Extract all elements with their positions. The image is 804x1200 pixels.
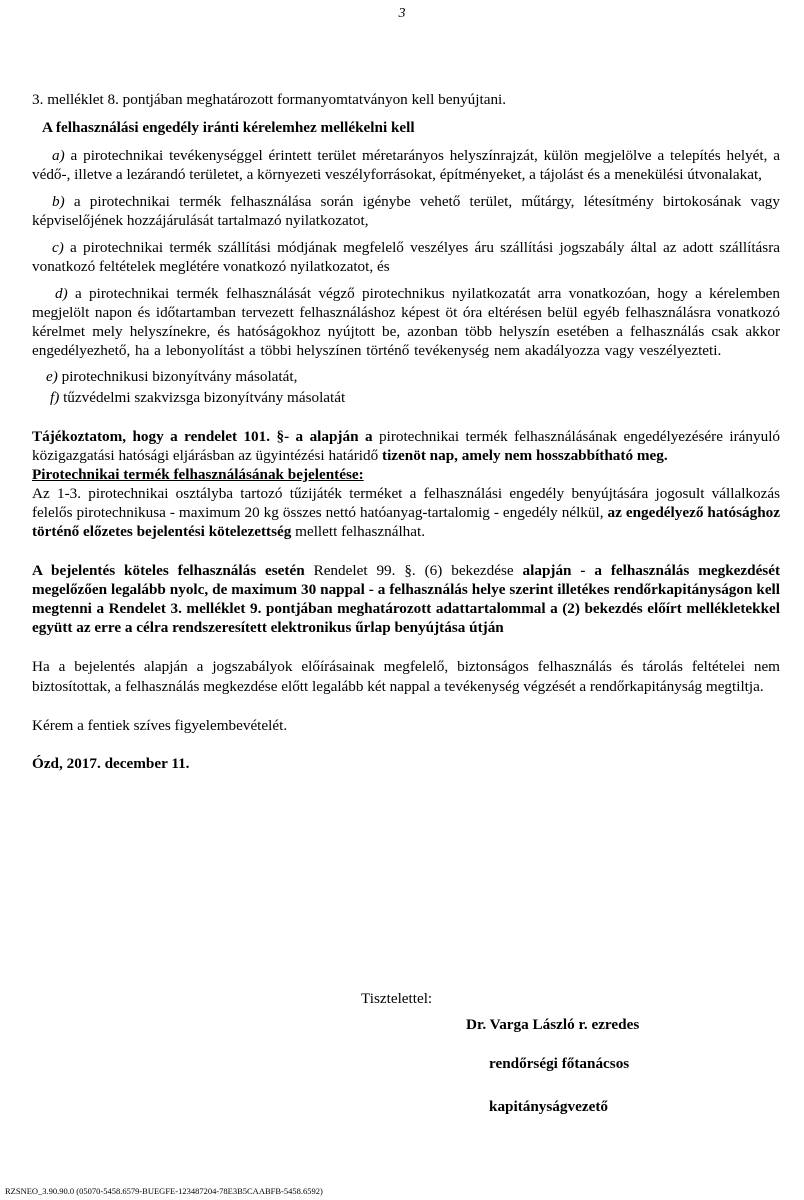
deadline-notice-bold: Tájékoztatom, hogy a rendelet 101. §- a alapján a xyxy=(32,428,373,445)
place-date: Ózd, 2017. december 11. xyxy=(32,755,190,772)
notification-text: Az 1-3. pirotechnikai osztályba tartozó tűzijáték terméket a felhasználási engedély benyújtására jogosult vállalkozás felelős pirotechnikusa - maximum 20 kg összes nettó hatóanyag-tartalomig - engedély nélkül, xyxy=(32,485,780,521)
reporting-bold-start: A bejelentés köteles felhasználás esetén xyxy=(32,562,305,579)
item-c-text: a pirotechnikai termék szállítási módjának megfelelő veszélyes áru szállítási jogszabály által az adott szállításra vonatkozó feltételek meglétére vonatkozó nyilatkozatot, és xyxy=(32,239,781,275)
item-a xyxy=(32,146,780,184)
closing-greeting: Tisztelettel: xyxy=(361,990,433,1007)
item-d-label: d) xyxy=(55,285,68,302)
deadline-notice-deadline: tizenöt nap, amely nem hosszabbítható meg. xyxy=(382,447,668,464)
item-b-text: a pirotechnikai termék felhasználása során igénybe vehető terület, műtárgy, létesítmény birtokosának vagy képviselőjének hozzájárulását tartalmazó nyilatkozatot, xyxy=(32,193,780,229)
item-d xyxy=(32,284,780,360)
reporting-bold-rest: alapján - a felhasználás megkezdését megelőzően legalább nyolc, de maximum 30 nappal - a felhasználás helye szerint illetékes rendőrkapitányságon kell megtenni a Rendelet 3. melléklet 9. pontjában meghatározott adattartalommal a (2) bekezdés előírt mellékletekkel együtt az erre a célra rendszeresített elektronikus űrlap benyújtása útján xyxy=(32,562,781,636)
signatory-position: kapitányságvezető xyxy=(489,1098,608,1115)
item-a-text: a pirotechnikai tevékenységgel érintett terület méretarányos helyszínrajzát, külön megjelölve a telepítés helyét, a védő-, illetve a lezárandó területet, a környezeti veszélyforrásokat, építményeket, a tájolást és a menekülési útvonalakat, xyxy=(32,147,780,183)
section-title: Pirotechnikai termék felhasználásának bejelentése: xyxy=(32,466,364,483)
item-a-label: a) xyxy=(52,147,65,164)
signatory-name: Dr. Varga László r. ezredes xyxy=(466,1016,640,1033)
reporting-paragraph xyxy=(32,561,780,637)
document-body xyxy=(32,90,780,773)
item-e-text: pirotechnikusi bizonyítvány másolatát, xyxy=(61,368,298,385)
item-b xyxy=(32,192,780,230)
request-line: Kérem a fentiek szíves figyelembevételét. xyxy=(32,717,288,734)
page-number: 3 xyxy=(398,6,406,21)
document-footer-code: RZSNEO_3.90.90.0 (05070-5458.6579-BUEGFE-123487204-78E3B5CAABFB-5458.6592) xyxy=(5,1186,323,1196)
deadline-notice xyxy=(32,427,780,465)
deadline-notice-text: pirotechnikai termék felhasználásának engedélyezésére irányuló közigazgatási hatósági eljárásban az ügyintézési határidő xyxy=(32,428,781,464)
item-f-label: f) xyxy=(50,389,60,406)
attachments-heading: A felhasználási engedély iránti kérelemhez mellékelni kell xyxy=(42,119,415,136)
item-c-label: c) xyxy=(52,239,64,256)
notification-paragraph xyxy=(32,484,780,541)
item-f-text: tűzvédelmi szakvizsga bizonyítvány másolatát xyxy=(63,389,346,406)
reporting-reference: Rendelet 99. §. (6) bekezdése xyxy=(313,562,514,579)
item-f xyxy=(32,388,780,407)
item-d-text: a pirotechnikai termék felhasználását végző pirotechnikus nyilatkozatát arra vonatkozóan, hogy a kérelemben megjelölt napon és időtartamban tervezett felhasználáshoz képest öt óra eltérésen belül egyéb felhasználásra vonatkozó kérelmet mely helyszínekre, és hatóságokhoz nyújtott be, azonban több helyszín esetében a felhasználás csak akkor engedélyezhető, ha a lebonyolítást a többi helyszínen történő tevékenység nem akadályozza vagy veszélyezteti. xyxy=(32,285,780,359)
signatory-title: rendőrségi főtanácsos xyxy=(489,1055,630,1072)
notification-text-end: mellett felhasználhat. xyxy=(295,523,426,540)
item-e xyxy=(32,367,780,386)
item-c xyxy=(32,238,780,276)
item-b-label: b) xyxy=(52,193,65,210)
prohibition-paragraph: Ha a bejelentés alapján a jogszabályok előírásainak megfelelő, biztonságos felhasználás és tárolás feltételei nem biztosítottak, a felhasználás megkezdése előtt legalább két nappal a tevékenység végzését a rendőrkapitányság megtiltja. xyxy=(32,658,780,695)
intro-line: 3. melléklet 8. pontjában meghatározott formanyomtatványon kell benyújtani. xyxy=(32,91,507,108)
notification-obligation: az engedélyező hatósághoz történő előzetes bejelentési kötelezettség xyxy=(32,504,780,540)
item-e-label: e) xyxy=(46,368,58,385)
